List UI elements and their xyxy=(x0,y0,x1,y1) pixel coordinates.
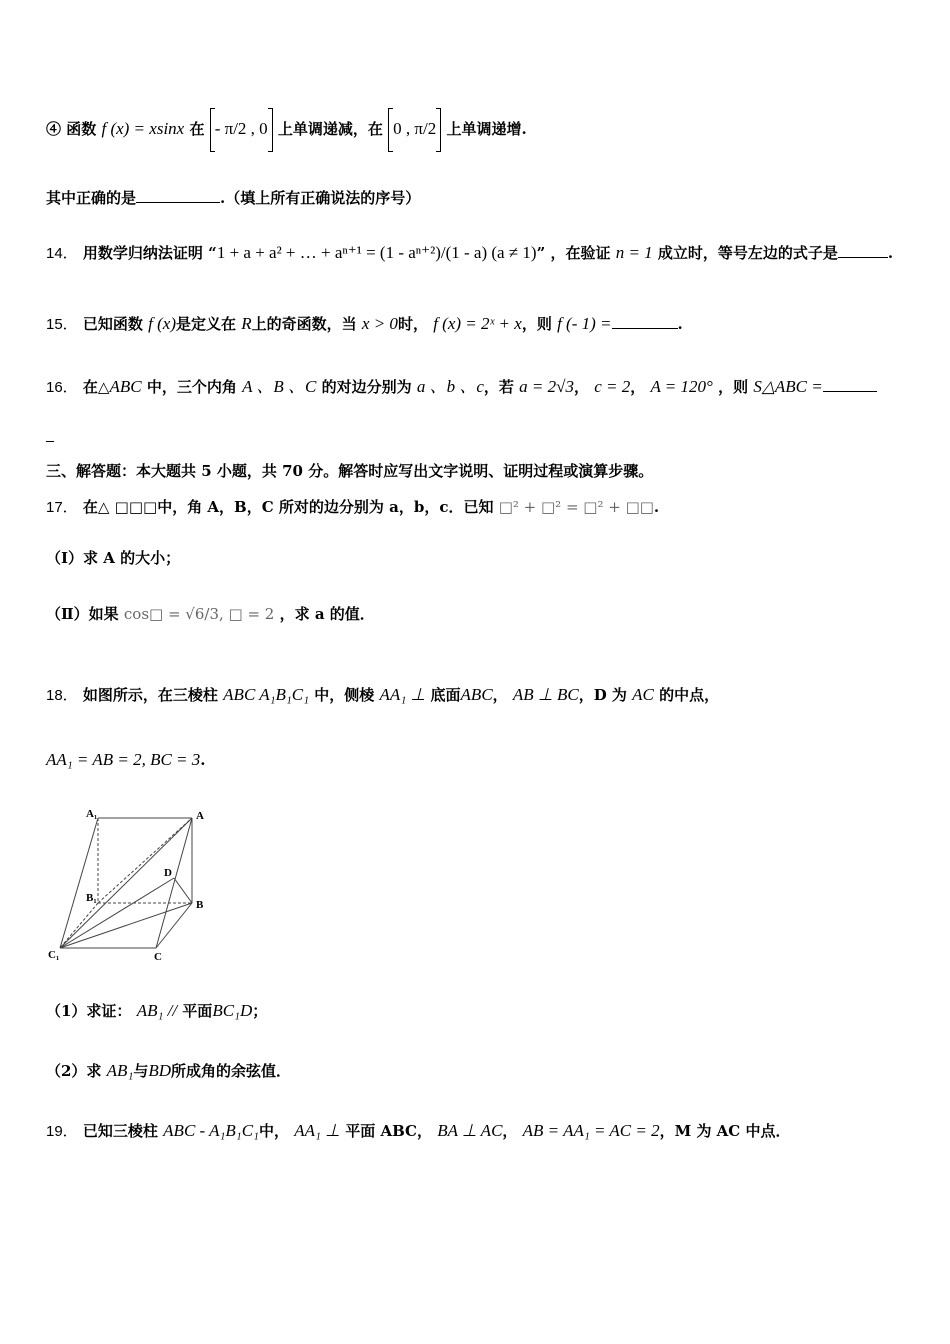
item4-in1: 在 xyxy=(189,120,205,138)
q15-text4: 时， xyxy=(397,315,428,333)
q16-text2: 中，三个内角 xyxy=(146,378,237,396)
correct-line xyxy=(46,187,420,208)
label-C1: C₁ xyxy=(48,949,60,961)
label-B1: B₁ xyxy=(86,892,97,904)
q19-text3: 平面 ABC， xyxy=(345,1122,432,1140)
q18-part2d: BD xyxy=(148,1061,172,1080)
q16-angles: A 、B 、C xyxy=(242,377,317,396)
q15-blank[interactable] xyxy=(612,327,678,329)
q18-part1d: BC₁D xyxy=(212,1001,253,1020)
q19-perp: BA ⊥ AC xyxy=(437,1121,503,1140)
q17-part2cond: cos□ = √6/3, □ = 2 xyxy=(123,605,275,623)
q17-part2 xyxy=(46,603,375,624)
correct-tail: .（填上所有正确说法的序号） xyxy=(220,189,421,207)
q18-text4: ，D 为 xyxy=(578,686,627,704)
q16-num: 16． xyxy=(46,379,78,396)
correct-text: 其中正确的是 xyxy=(46,189,137,207)
q18-part2e: 所成角的余弦值． xyxy=(171,1062,292,1080)
q18-part2a: （2）求 xyxy=(46,1062,102,1080)
q18-part1c: 平面 xyxy=(182,1002,213,1020)
question-17: 17． 在△ □□□中，角 A，B，C 所对的边分别为 a，b，c．已知 □² + □² = □² + □□. xyxy=(46,498,660,516)
right-bracket-2 xyxy=(436,108,441,152)
q16-text3: 的对边分别为 xyxy=(321,378,412,396)
interval1: - π/2 , 0 xyxy=(214,119,268,138)
q15-text3: 上的奇函数，当 xyxy=(251,315,357,333)
q17-part1 xyxy=(46,547,180,568)
q19-text1: 已知三棱柱 xyxy=(82,1122,158,1140)
q17-cond: □² + □² = □² + □□ xyxy=(498,498,654,516)
label-A1: A₁ xyxy=(86,808,98,820)
q18-given: AA₁ = AB = 2, BC = 3. xyxy=(46,750,206,769)
q18-edge: AA₁ ⊥ xyxy=(379,685,426,704)
q19-edge: AA₁ ⊥ xyxy=(294,1121,340,1140)
q17-text1: 在△ □□□中，角 A，B，C 所对的边分别为 a，b，c．已知 xyxy=(82,498,494,516)
q18-ac: AC xyxy=(632,685,654,704)
q15-text2: 是定义在 xyxy=(176,315,237,333)
label-D: D xyxy=(164,867,172,879)
edge-DB xyxy=(174,878,192,903)
question-19: 19． 已知三棱柱 ABC - A₁B₁C₁中， AA₁ ⊥ 平面 ABC， BA ⊥ AC， AB = AA₁ = AC = 2，M 为 AC 中点． xyxy=(46,1121,791,1140)
q18-text2: 中，侧棱 xyxy=(314,686,375,704)
q16-text4: ，若 xyxy=(483,378,514,396)
prism-figure xyxy=(46,806,216,966)
q18-part1b: AB₁ // xyxy=(136,1001,178,1020)
q15-f: f (x) xyxy=(148,314,177,333)
q14-cond: n = 1 xyxy=(615,243,653,262)
q18-given-text: AA₁ = AB = 2, BC = 3 xyxy=(46,750,201,769)
q19-eq: AB = AA₁ = AC = 2 xyxy=(522,1121,660,1140)
q18-text1: 如图所示，在三棱柱 xyxy=(82,686,218,704)
q16-text1: 在△ xyxy=(82,378,110,396)
q18-part1 xyxy=(46,1000,267,1021)
q18-part2 xyxy=(46,1060,291,1081)
q18-part2c: 与 xyxy=(133,1062,149,1080)
q16-blank[interactable] xyxy=(823,390,877,392)
right-bracket xyxy=(268,108,273,152)
q18-part1a: （1）求证： xyxy=(46,1002,132,1020)
q14-formula: 1 + a + a² + … + aⁿ⁺¹ = (1 - aⁿ⁺²)/(1 - a) (a ≠ 1) xyxy=(216,243,537,262)
interval2: 0 , π/2 xyxy=(393,119,437,138)
q15-ask: f (- 1) = xyxy=(557,314,612,333)
q15-def: f (x) = 2ˣ + x xyxy=(433,314,522,333)
label-A: A xyxy=(196,810,204,822)
q15-cond: x > 0 xyxy=(361,314,398,333)
q15-text1: 已知函数 xyxy=(82,315,143,333)
item4-mid: 上单调递减，在 xyxy=(277,120,383,138)
q16-sides: a 、b 、c xyxy=(416,377,484,396)
question-16: 16． 在△ABC 中，三个内角 A 、B 、C 的对边分别为 a 、b 、c，若 a = 2√3， c = 2， A = 120° ，则 S△ABC = xyxy=(46,372,877,397)
q14-text3: 成立时，等号左边的式子是 xyxy=(657,244,838,262)
item4-suffix: 上单调递增. xyxy=(446,120,527,138)
q14-blank[interactable] xyxy=(838,256,888,258)
q18-prism: ABC A₁B₁C₁ xyxy=(223,685,310,704)
edge-B1A xyxy=(98,818,192,903)
q16-c1: a = 2√3 xyxy=(519,377,574,396)
edge-CB xyxy=(156,903,192,948)
q18-base: ABC xyxy=(460,685,493,704)
q17-part2b: ，求 a 的值． xyxy=(279,605,375,623)
q17-num: 17． xyxy=(46,499,78,516)
section3-text: 三、解答题：本大题共 5 小题，共 70 分。解答时应写出文字说明、证明过程或演算步骤。 xyxy=(46,462,654,480)
q16-c3: A = 120° xyxy=(650,377,713,396)
q18-num: 18． xyxy=(46,687,78,704)
q16-text5: ，则 xyxy=(718,378,749,396)
q19-text2: 中， xyxy=(258,1122,289,1140)
q18-perp: AB ⊥ BC xyxy=(512,685,579,704)
q17-part1-text: （Ⅰ）求 A 的大小； xyxy=(46,549,181,567)
q15-R: R xyxy=(241,314,252,333)
q14-num: 14． xyxy=(46,245,78,262)
q18-text3: 底面 xyxy=(430,686,461,704)
answer-blank[interactable] xyxy=(136,201,220,203)
question-15: 15． 已知函数 f (x)是定义在 R上的奇函数，当 x > 0时， f (x) = 2ˣ + x，则 f (- 1) = . xyxy=(46,314,683,333)
edge-AC xyxy=(156,818,192,948)
item4-prefix: ④ 函数 xyxy=(46,120,97,138)
q15-num: 15． xyxy=(46,316,78,333)
q17-part2a: （Ⅱ）如果 xyxy=(46,605,119,623)
q14-text1: 用数学归纳法证明 xyxy=(82,244,203,262)
q19-num: 19． xyxy=(46,1123,78,1140)
label-B: B xyxy=(196,899,204,911)
q19-text4: ，M 为 AC 中点． xyxy=(659,1122,791,1140)
q15-text5: ，则 xyxy=(521,315,552,333)
edge-C1B xyxy=(60,903,192,948)
question-14: 14． 用数学归纳法证明 “1 + a + a² + … + aⁿ⁺¹ = (1 - aⁿ⁺²)/(1 - a) (a ≠ 1)” ，在验证 n = 1 成立时，等号左边的式子是 . xyxy=(46,243,894,262)
item-4 xyxy=(46,108,527,152)
q19-prism: ABC - A₁B₁C₁ xyxy=(163,1121,259,1140)
q16-blank-tail xyxy=(46,440,54,442)
q16-blank-cont xyxy=(46,428,54,446)
q16-ask: S△ABC = xyxy=(753,377,823,396)
q16-c2: c = 2 xyxy=(594,377,631,396)
q18-text5: 的中点， xyxy=(659,686,720,704)
q16-tri: ABC xyxy=(109,377,142,396)
item4-func: f (x) = xsinx xyxy=(101,119,185,138)
q14-text2: ，在验证 xyxy=(550,244,611,262)
q18-part2b: AB₁ xyxy=(106,1061,134,1080)
section-3-title xyxy=(46,460,653,481)
label-C: C xyxy=(154,951,162,963)
q18-part1e: ； xyxy=(252,1002,268,1020)
question-18: 18． 如图所示，在三棱柱 ABC A₁B₁C₁ 中，侧棱 AA₁ ⊥ 底面ABC， AB ⊥ BC，D 为 AC 的中点， xyxy=(46,685,720,704)
